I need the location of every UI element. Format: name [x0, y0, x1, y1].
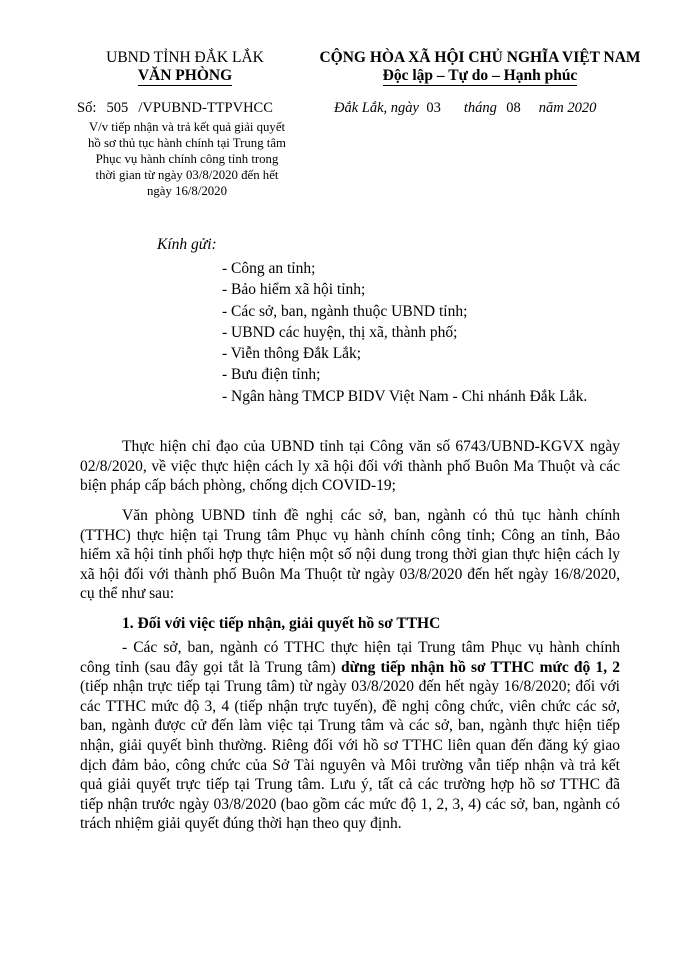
number-code: /VPUBND-TTPVHCC: [138, 100, 273, 116]
date-month: 08: [506, 100, 521, 116]
subject-line: V/v tiếp nhận và trả kết quả giải quyết: [88, 120, 286, 134]
paragraph-emphasis: dừng tiếp nhận hồ sơ TTHC mức độ 1, 2: [341, 658, 621, 676]
national-header: [300, 49, 660, 86]
subject-line: ngày 16/8/2020: [147, 184, 227, 198]
paragraph-text: - Các sở, ban, ngành có TTHC thực hiện tại Trung tâm Phục vụ hành chính công tỉnh (sau đây gọi tắt là Trung tâm): [80, 639, 620, 676]
subject-line: hồ sơ thủ tục hành chính tại Trung tâm: [87, 136, 286, 150]
date-prefix: Đắk Lắk, ngày: [334, 100, 419, 116]
paragraph-section-1: [80, 638, 620, 834]
recipient-item: - Bưu điện tỉnh;: [222, 366, 321, 384]
document-number: [77, 100, 273, 117]
number-value: 505: [106, 100, 129, 116]
parent-organization: UBND TỈNH ĐẮK LẮK: [106, 49, 264, 66]
national-motto: Độc lập – Tự do – Hạnh phúc: [382, 67, 578, 84]
paragraph-basis: Thực hiện chỉ đạo của UBND tỉnh tại Công văn số 6743/UBND-KGVX ngày 02/8/2020, về việc thực hiện cách ly xã hội đối với thành phố Buôn Ma Thuột và các biện pháp cấp bách phòng, chống dịch COVID-19;: [80, 438, 620, 495]
number-label: Số:: [77, 100, 97, 116]
recipient-item: - Các sở, ban, ngành thuộc UBND tỉnh;: [222, 302, 468, 320]
subject-line: thời gian từ ngày 03/8/2020 đến hết: [95, 168, 279, 182]
subject-summary: [72, 119, 302, 199]
issuing-office: VĂN PHÒNG: [137, 67, 233, 84]
recipient-item: - Công an tỉnh;: [222, 260, 316, 277]
recipient-list: [222, 258, 587, 407]
date-day: 03: [426, 100, 441, 116]
recipient-item: - UBND các huyện, thị xã, thành phố;: [222, 323, 458, 341]
paragraph-text: (tiếp nhận trực tiếp tại Trung tâm) từ ngày 03/8/2020 đến hết ngày 16/8/2020; đối với các TTHC mức độ 3, 4 (tiếp nhận trực tuyến), đề nghị công chức, viên chức các sở, ban, ngành được cử đến làm việc tại Trung tâm và các sở, ban, ngành thực hiện tiếp nhận, giải quyết bình thường. Riêng đối với hồ sơ TTHC liên quan đến đăng ký giao dịch đảm bảo, công chức của Sở Tài nguyên và Môi trường vẫn tiếp nhận và trả kết quả giải quyết trực tiếp tại Trung tâm. Lưu ý, tất cả các trường hợp hồ sơ TTHC đã tiếp nhận trước ngày 03/8/2020 (bao gồm các mức độ 1, 2, 3, 4) các sở, ban, ngành có trách nhiệm giải quyết đúng thời hạn theo quy định.: [80, 678, 620, 833]
section-heading: 1. Đối với việc tiếp nhận, giải quyết hồ sơ TTHC: [122, 615, 441, 632]
recipient-item: - Ngân hàng TMCP BIDV Việt Nam - Chi nhánh Đắk Lắk.: [222, 387, 588, 405]
recipient-item: - Bảo hiểm xã hội tỉnh;: [222, 281, 366, 299]
issue-date: [334, 100, 596, 117]
national-title: CỘNG HÒA XÃ HỘI CHỦ NGHĨA VIỆT NAM: [319, 49, 641, 66]
paragraph-request: Văn phòng UBND tỉnh đề nghị các sở, ban, ngành có thủ tục hành chính (TTHC) thực hiện tại Trung tâm Phục vụ hành chính công tỉnh; Công an tỉnh, Bảo hiểm xã hội tỉnh phối hợp thực hiện một số nội dung trong thời gian thực hiện cách ly xã hội đối với thành phố Buôn Ma Thuột từ ngày 03/8/2020 đến hết ngày 16/8/2020, cụ thể như sau:: [80, 507, 620, 603]
salutation: Kính gửi:: [157, 236, 217, 253]
recipient-item: - Viễn thông Đắk Lắk;: [222, 345, 362, 363]
subject-line: Phục vụ hành chính công tỉnh trong: [95, 152, 279, 166]
date-month-label: tháng: [463, 100, 497, 116]
date-year: 2020: [567, 100, 597, 116]
date-year-label: năm: [538, 100, 564, 116]
issuing-authority: [60, 49, 310, 86]
